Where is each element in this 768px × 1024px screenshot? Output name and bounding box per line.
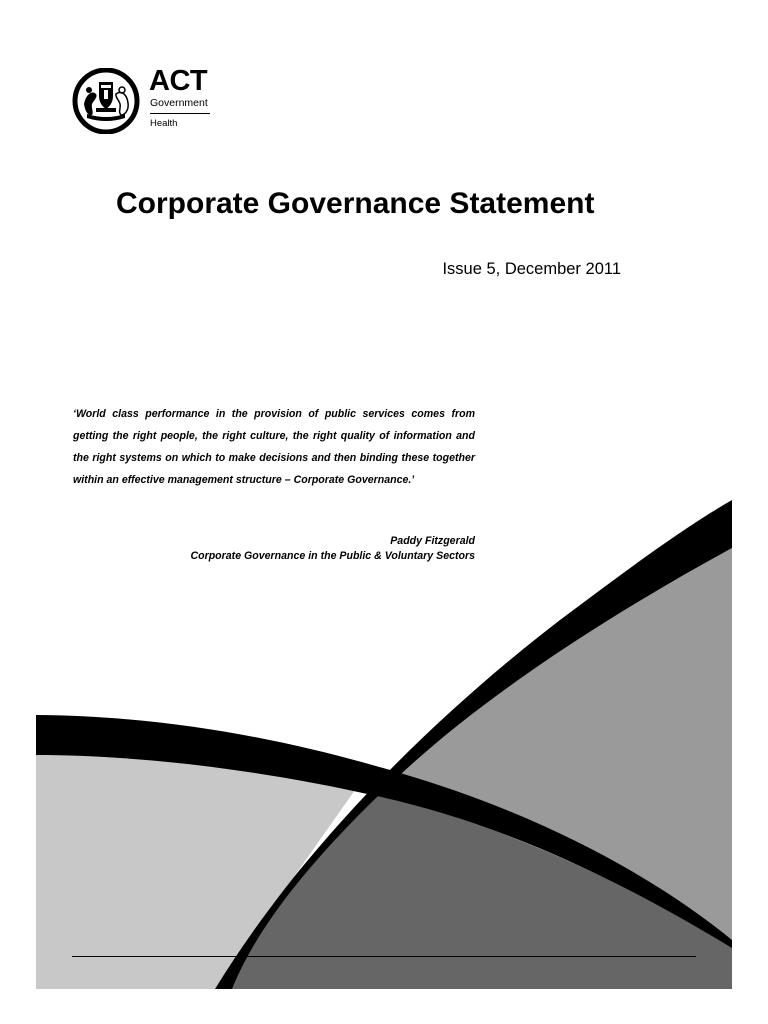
- act-health-logo: [72, 65, 212, 134]
- logo-government-text: Government: [150, 97, 208, 109]
- quote-source: Corporate Governance in the Public & Voluntary Sectors: [190, 550, 475, 562]
- quote-attribution: [190, 534, 475, 564]
- quote-author: Paddy Fitzgerald: [390, 535, 475, 547]
- logo-divider: [150, 113, 210, 114]
- footer-divider: [72, 956, 696, 957]
- logo-wordmark: [149, 65, 213, 134]
- act-coat-of-arms-icon: [72, 68, 140, 134]
- governance-quote: ‘World class performance in the provision of public services comes from getting the right people, the right culture, the right quality of information and the right systems on which to make decisions and then binding these together within an effective management structure – Corporate Governance.’: [73, 408, 475, 486]
- logo-health-text: Health: [150, 118, 178, 129]
- logo-act-text: ACT: [149, 65, 208, 97]
- document-title: Corporate Governance Statement: [116, 187, 595, 220]
- issue-date: Issue 5, December 2011: [442, 260, 621, 278]
